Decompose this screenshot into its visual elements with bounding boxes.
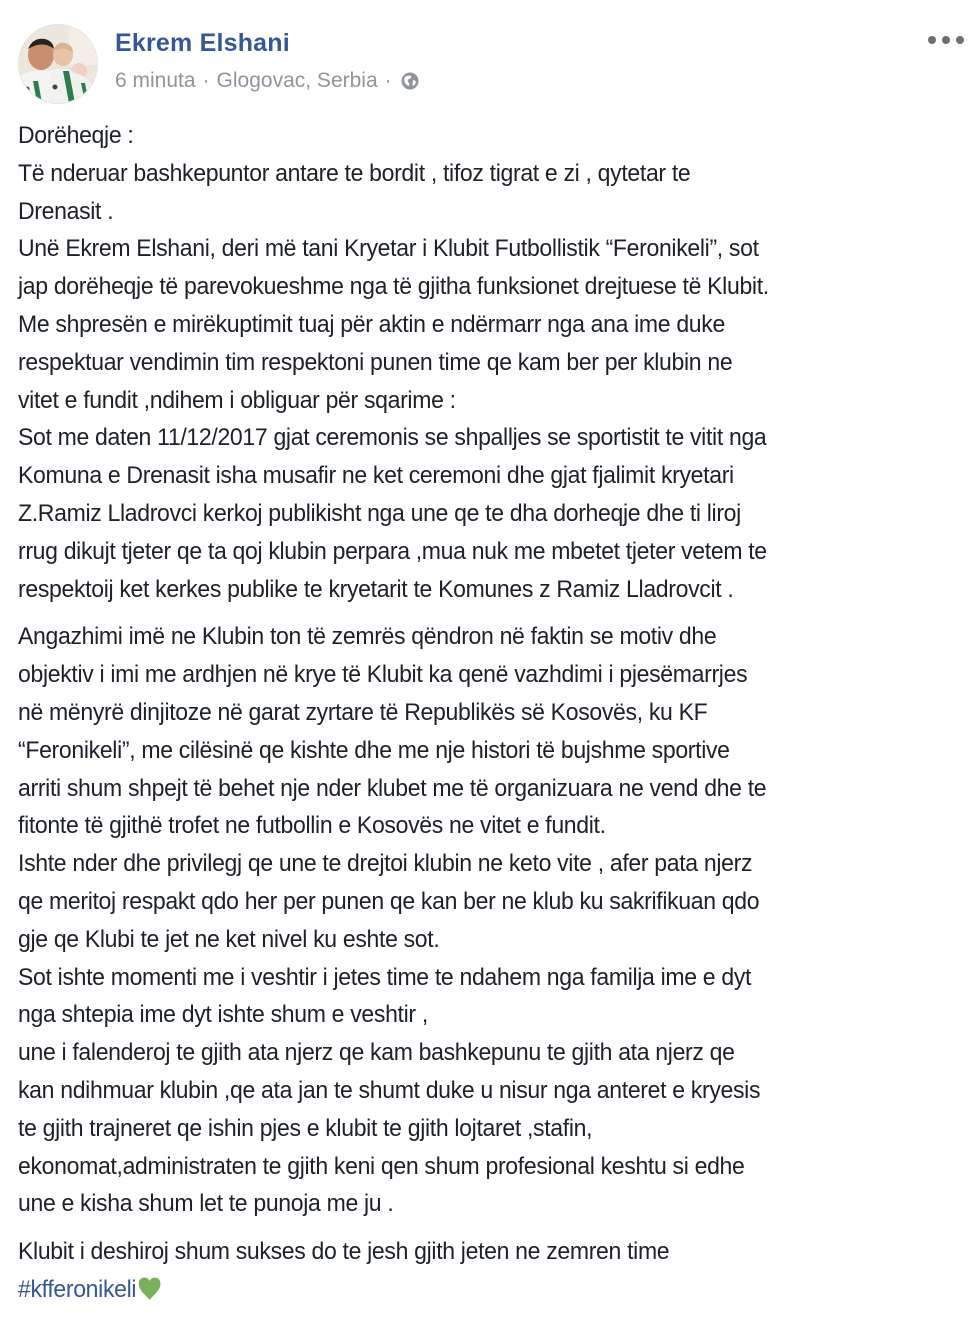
text-line: Me shpresën e mirëkuptimit tuaj për aktin e ndërmarr nga ana ime duke (18, 310, 725, 338)
text-line: ekonomat,administraten te gjith keni qen shum profesional keshtu si edhe (18, 1152, 745, 1180)
text-line: “Feronikeli”, me cilësinë qe kishte dhe me nje histori të bujshme sportive (18, 736, 730, 764)
more-options-button[interactable] (928, 30, 964, 50)
text-line: Komuna e Drenasit isha musafir ne ket ceremoni dhe gjat fjalimit kryetari (18, 462, 734, 490)
text-line: gje qe Klubi te jet ne ket nivel ku eshte sot. (18, 925, 440, 953)
text-line: Z.Ramiz Lladrovci kerkoj publikisht nga une qe te dha dorheqje dhe ti liroj (18, 499, 741, 527)
text-line: Angazhimi imë ne Klubin ton të zemrës qëndron në faktin se motiv dhe (18, 623, 717, 651)
post-body (18, 117, 967, 1309)
more-options-icon (928, 36, 936, 44)
text-line: une i falenderoj te gjith ata njerz qe kam bashkepunu te gjith ata njerz qe (18, 1039, 735, 1067)
post-subline (115, 68, 420, 94)
text-line: respektoij ket kerkes publike te kryetarit te Komunes z Ramiz Lladrovcit . (18, 575, 734, 603)
text-line: në mënyrë dinjitoze në garat zyrtare të Republikës së Kosovës, ku KF (18, 698, 708, 726)
separator: · (384, 69, 392, 92)
more-options-icon (942, 36, 950, 44)
text-line: une e kisha shum let te punoja me ju . (18, 1190, 394, 1218)
text-line: jap dorëheqje të parevokueshme nga të gjitha funksionet drejtuese të Klubit. (18, 273, 769, 301)
post-timestamp-link[interactable]: 6 minuta (115, 69, 196, 92)
post-paragraph (18, 1233, 967, 1309)
more-options-icon (956, 36, 964, 44)
post-paragraph (18, 117, 967, 608)
profile-photo-icon (19, 25, 97, 103)
text-line: Klubit i deshiroj shum sukses do te jesh gjith jeten ne zemren time (18, 1238, 670, 1266)
text-line: arriti shum shpejt të behet nje nder klubet me të organizuara ne vend dhe te (18, 774, 767, 802)
hashtag-link[interactable]: #kfferonikeli (18, 1275, 137, 1303)
text-line: respektuar vendimin tim respektoni punen time qe kam ber per klubin ne (18, 348, 733, 376)
text-line: Sot ishte momenti me i veshtir i jetes time te ndahem nga familja ime e dyt (18, 963, 752, 991)
text-line: te gjith trajneret qe ishin pjes e klubit te gjith lojtaret ,stafin, (18, 1114, 593, 1142)
text-line: Drenasit . (18, 197, 114, 225)
text-line: Ishte nder dhe privilegj qe une te drejtoi klubin ne keto vite , afer pata njerz (18, 850, 753, 878)
text-line: Unë Ekrem Elshani, deri më tani Kryetar i Klubit Futbollistik “Feronikeli”, sot (18, 235, 759, 263)
text-line: objektiv i imi me ardhjen në krye të Klubit ka qenë vazhdimi i pjesëmarrjes (18, 661, 748, 689)
text-line: Të nderuar bashkepuntor antare te bordit , tifoz tigrat e zi , qytetar te (18, 159, 691, 187)
author-name-link[interactable]: Ekrem Elshani (115, 29, 290, 57)
separator: · (202, 69, 210, 92)
text-line: nga shtepia ime dyt ishte shum e veshtir , (18, 1001, 428, 1029)
text-line: fitonte të gjithë trofet ne futbollin e Kosovës ne vitet e fundit. (18, 812, 606, 840)
text-line: Dorëheqje : (18, 122, 134, 149)
text-line: vitet e fundit ,ndihem i obliguar për sqarime : (18, 386, 456, 414)
post-header (18, 24, 420, 104)
text-line: kan ndihmuar klubin ,qe ata jan te shumt duke u nisur nga anteret e kryesis (18, 1076, 761, 1104)
text-line: qe meritoj respakt qdo her per punen qe kan ber ne klub ku sakrifikuan qdo (18, 887, 760, 915)
post-paragraph (18, 618, 967, 1223)
text-line: Sot me daten 11/12/2017 gjat ceremonis se shpalljes se sportistit te vitit nga (18, 424, 767, 452)
globe-icon[interactable] (400, 71, 420, 91)
hashtag-line (18, 1271, 967, 1309)
green-heart-icon (137, 1275, 161, 1300)
location-link[interactable]: Glogovac, Serbia (216, 69, 378, 92)
avatar[interactable] (18, 24, 98, 104)
text-line: rrug dikujt tjeter qe ta qoj klubin perpara ,mua nuk me mbetet tjeter vetem te (18, 537, 767, 565)
post-meta (115, 28, 420, 94)
